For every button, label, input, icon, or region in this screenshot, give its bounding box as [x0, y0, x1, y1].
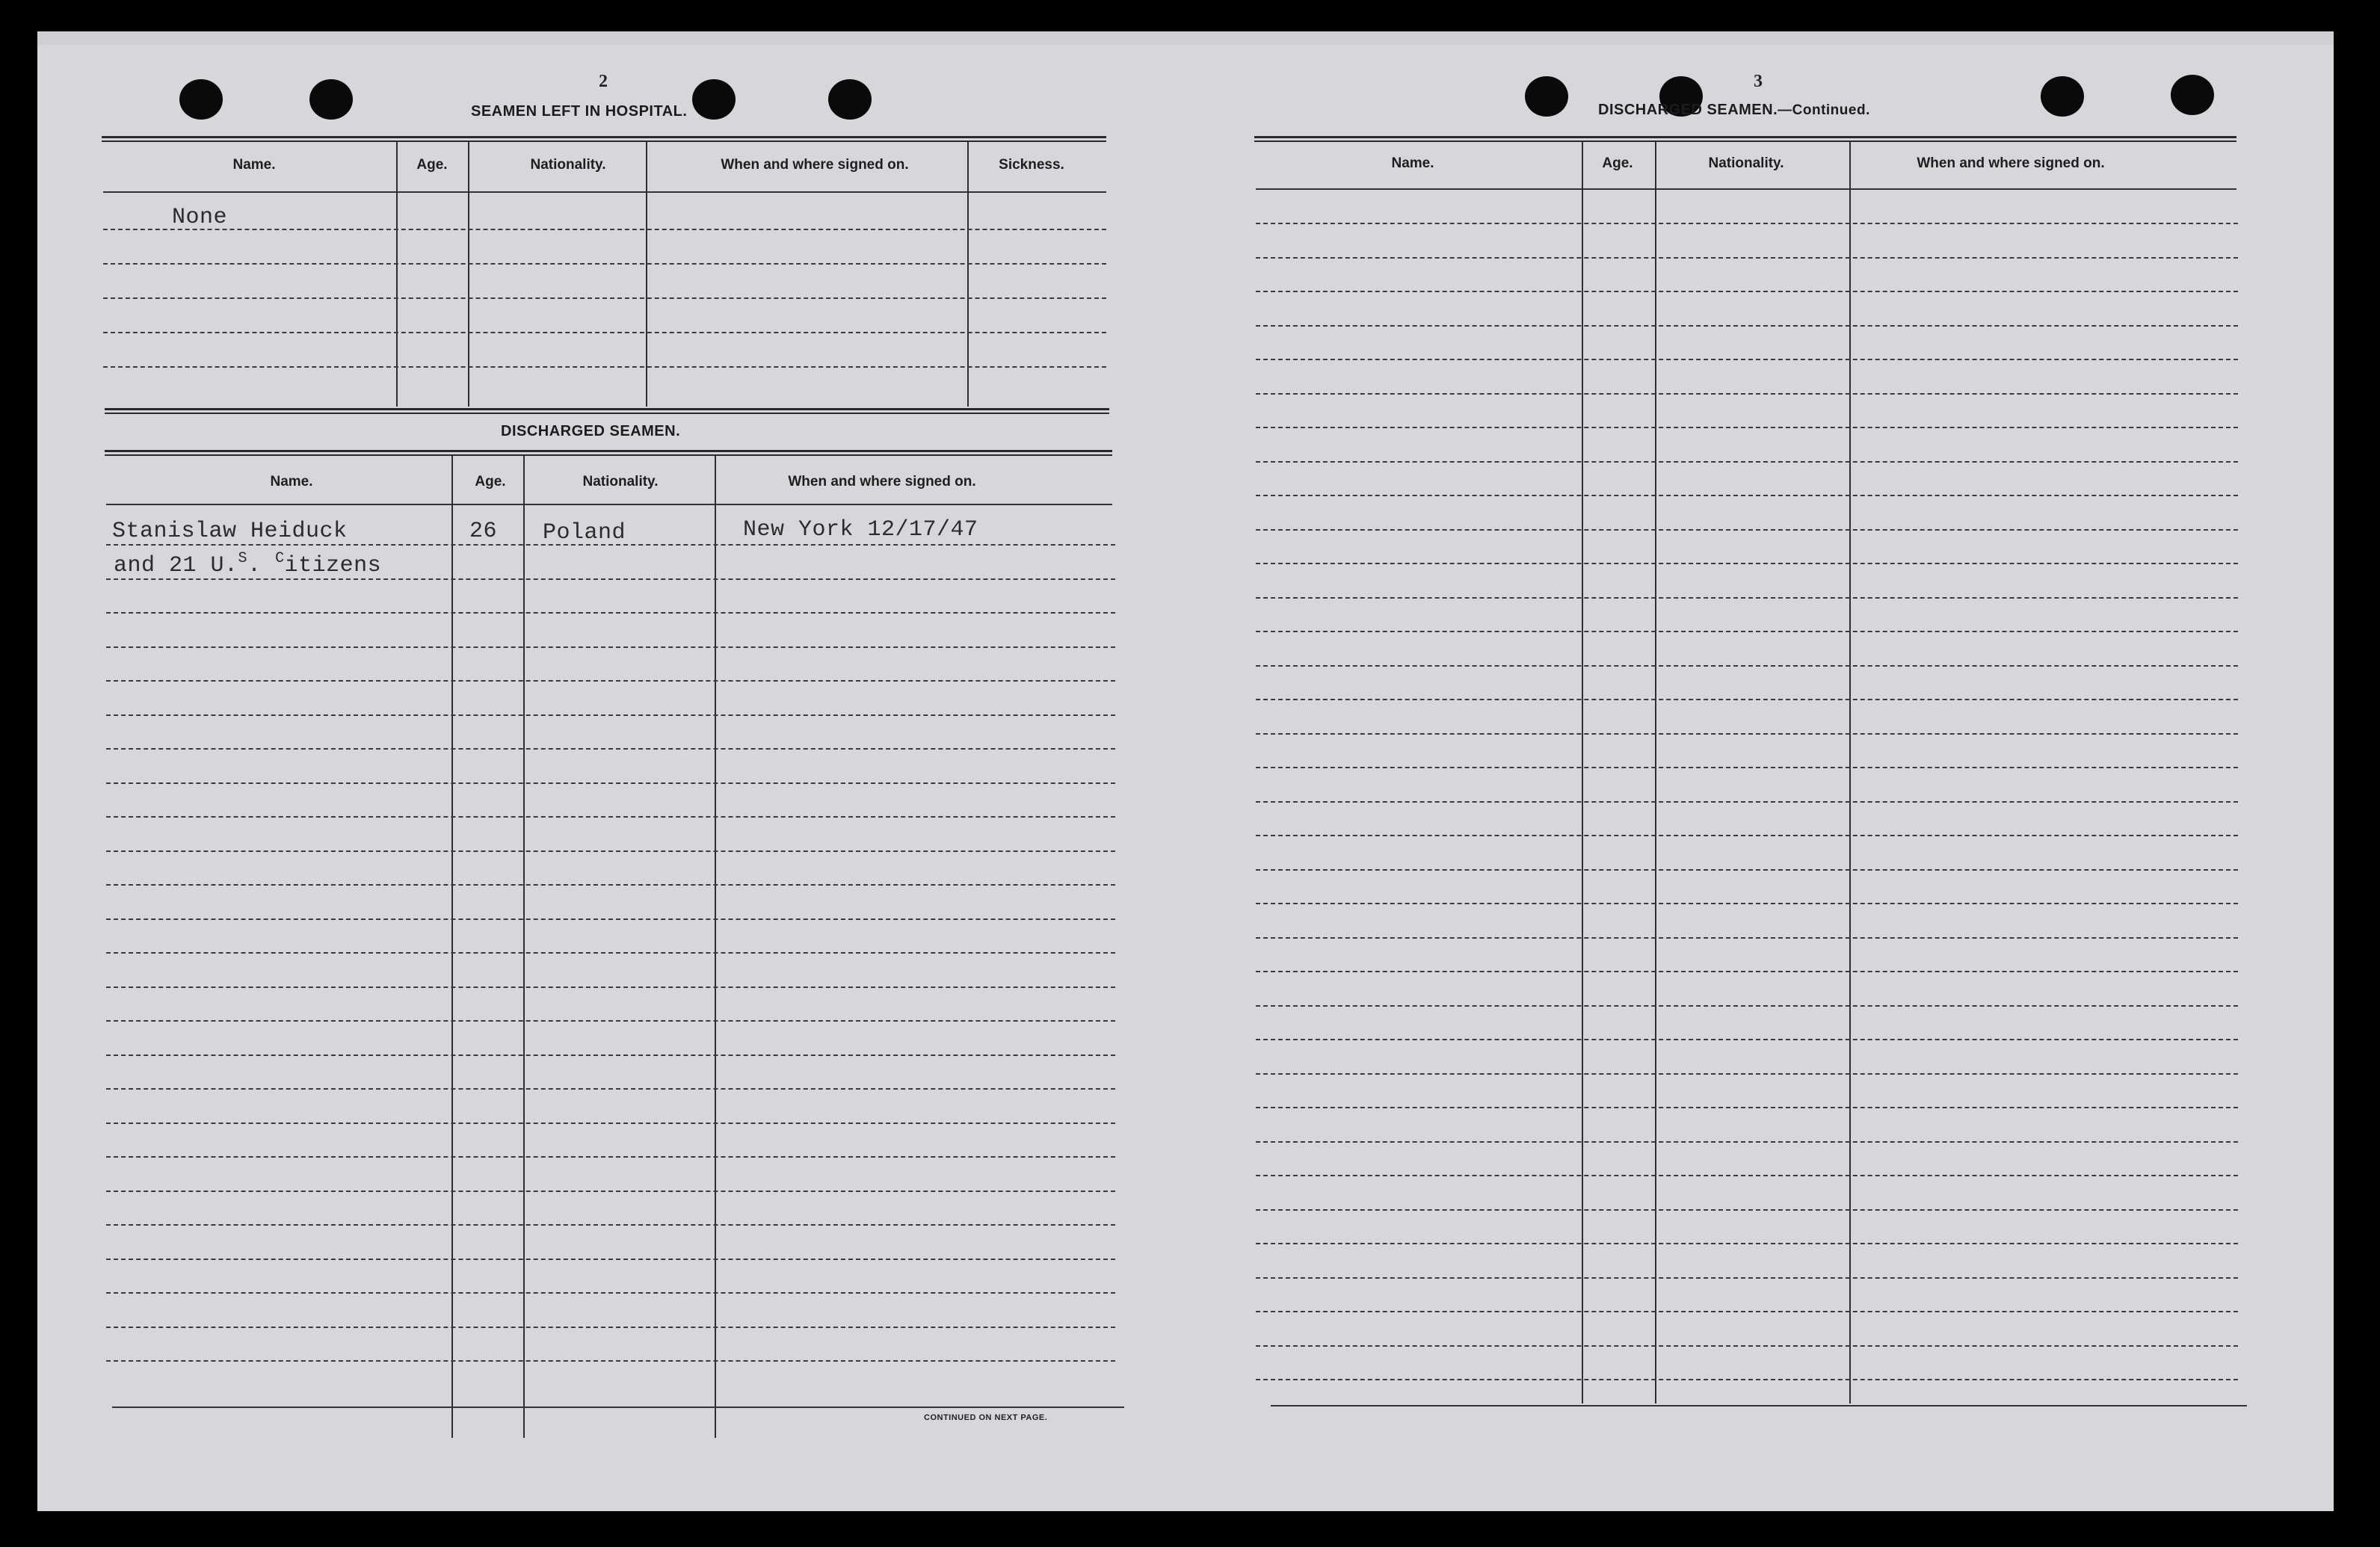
- hospital-col-name: Name.: [232, 157, 276, 173]
- page-number-left: 2: [599, 72, 608, 91]
- row-line: [1256, 1209, 2238, 1211]
- row-line: [1256, 971, 2238, 972]
- hospital-col-nationality: Nationality.: [530, 157, 606, 173]
- hospital-table-top-rule: [102, 136, 1106, 138]
- row-line: [106, 782, 1115, 784]
- row-line: [1256, 1345, 2238, 1347]
- punch-hole: [828, 79, 872, 120]
- right-table-top-rule: [1254, 136, 2236, 138]
- punch-hole: [1525, 76, 1568, 117]
- right-col-signed-on: When and where signed on.: [1917, 155, 2105, 171]
- right-table-bottom-rule: [1271, 1405, 2247, 1406]
- right-col-divider: [1655, 141, 1656, 1404]
- continued-footer: CONTINUED ON NEXT PAGE.: [924, 1413, 1048, 1422]
- right-col-divider: [1849, 141, 1851, 1404]
- discharged-col-nationality: Nationality.: [582, 474, 659, 490]
- discharged-col-divider: [451, 454, 453, 1438]
- row-line: [106, 884, 1115, 886]
- row-line: [1256, 1005, 2238, 1007]
- row-line: [103, 229, 1106, 230]
- row-line: [106, 1224, 1115, 1226]
- row-line: [1256, 835, 2238, 836]
- row-line: [1256, 325, 2238, 327]
- row-line: [1256, 903, 2238, 904]
- row-line: [1256, 1379, 2238, 1380]
- row-line: [1256, 937, 2238, 939]
- row-line: [106, 1191, 1115, 1192]
- row-line: [1256, 461, 2238, 463]
- punch-hole: [179, 79, 223, 120]
- discharged-name-line2: and 21 U.$^S$. $^C$itizens: [114, 550, 382, 578]
- row-line: [106, 1327, 1115, 1328]
- right-col-nationality: Nationality.: [1708, 155, 1784, 171]
- hospital-section-title: SEAMEN LEFT IN HOSPITAL.: [471, 103, 688, 120]
- discharged-signed-on: New York 12/17/47: [743, 517, 978, 543]
- right-section-title: DISCHARGED SEAMEN.—Continued.: [1598, 102, 1870, 118]
- row-line: [106, 1020, 1115, 1022]
- row-line: [106, 1156, 1115, 1158]
- discharged-col-divider: [715, 454, 716, 1438]
- discharged-col-age: Age.: [475, 474, 506, 490]
- discharged-age: 26: [469, 519, 498, 544]
- punch-hole: [2171, 75, 2214, 115]
- row-line: [103, 366, 1106, 368]
- row-line: [106, 748, 1115, 750]
- row-line: [1256, 427, 2238, 428]
- row-line: [106, 1055, 1115, 1056]
- discharged-section-title: DISCHARGED SEAMEN.: [501, 423, 681, 439]
- row-line: [106, 1259, 1115, 1260]
- hospital-col-age: Age.: [416, 157, 448, 173]
- hospital-col-sickness: Sickness.: [999, 157, 1064, 173]
- discharged-name-line1: Stanislaw Heiduck: [112, 519, 348, 544]
- right-header-rule: [1256, 188, 2236, 190]
- row-line: [106, 1088, 1115, 1090]
- row-line: [1256, 699, 2238, 700]
- row-line: [1256, 631, 2238, 632]
- row-line: [106, 816, 1115, 818]
- discharged-col-name: Name.: [270, 474, 313, 490]
- row-line: [1256, 733, 2238, 735]
- row-line: [1256, 495, 2238, 496]
- punch-hole: [309, 79, 353, 120]
- row-line: [103, 297, 1106, 299]
- row-line: [106, 986, 1115, 988]
- row-line: [1256, 257, 2238, 259]
- row-line: [1256, 1141, 2238, 1143]
- row-line: [106, 578, 1115, 580]
- row-line: [1256, 1107, 2238, 1108]
- row-line: [106, 1360, 1115, 1362]
- row-line: [1256, 529, 2238, 531]
- row-line: [1256, 597, 2238, 599]
- discharged-col-signed-on: When and where signed on.: [788, 474, 976, 490]
- discharged-title-top-rule: [105, 408, 1109, 410]
- row-line: [1256, 393, 2238, 395]
- discharged-table-top-rule: [105, 450, 1112, 452]
- right-col-age: Age.: [1602, 155, 1633, 171]
- row-line: [1256, 665, 2238, 667]
- document-sheet: [37, 31, 2334, 1511]
- row-line: [1256, 563, 2238, 564]
- right-col-name: Name.: [1391, 155, 1434, 171]
- row-line: [106, 544, 1115, 546]
- punch-hole: [692, 79, 736, 120]
- row-line: [106, 714, 1115, 716]
- discharged-col-divider: [523, 454, 525, 1438]
- row-line: [1256, 767, 2238, 768]
- discharged-nationality: Poland: [543, 520, 626, 546]
- row-line: [103, 332, 1106, 333]
- discharged-header-rule: [106, 504, 1112, 505]
- row-line: [106, 952, 1115, 954]
- row-line: [106, 646, 1115, 648]
- row-line: [1256, 1175, 2238, 1176]
- scan-edge: [37, 31, 2334, 45]
- punch-hole: [2041, 76, 2084, 117]
- row-line: [1256, 1277, 2238, 1279]
- row-line: [106, 680, 1115, 682]
- hospital-col-signed-on: When and where signed on.: [721, 157, 909, 173]
- row-line: [1256, 359, 2238, 360]
- hospital-entry-none: None: [172, 205, 228, 230]
- row-line: [1256, 223, 2238, 224]
- row-line: [1256, 801, 2238, 803]
- row-line: [106, 850, 1115, 852]
- row-line: [106, 612, 1115, 614]
- right-col-divider: [1582, 141, 1583, 1404]
- hospital-header-rule: [103, 191, 1106, 193]
- left-table-bottom-rule: [112, 1406, 1124, 1408]
- row-line: [106, 1123, 1115, 1124]
- row-line: [1256, 869, 2238, 871]
- row-line: [1256, 1311, 2238, 1312]
- row-line: [1256, 1243, 2238, 1244]
- row-line: [1256, 1039, 2238, 1040]
- page-number-right: 3: [1754, 72, 1763, 91]
- row-line: [106, 1292, 1115, 1294]
- row-line: [1256, 291, 2238, 292]
- row-line: [1256, 1073, 2238, 1075]
- row-line: [106, 918, 1115, 920]
- row-line: [103, 263, 1106, 265]
